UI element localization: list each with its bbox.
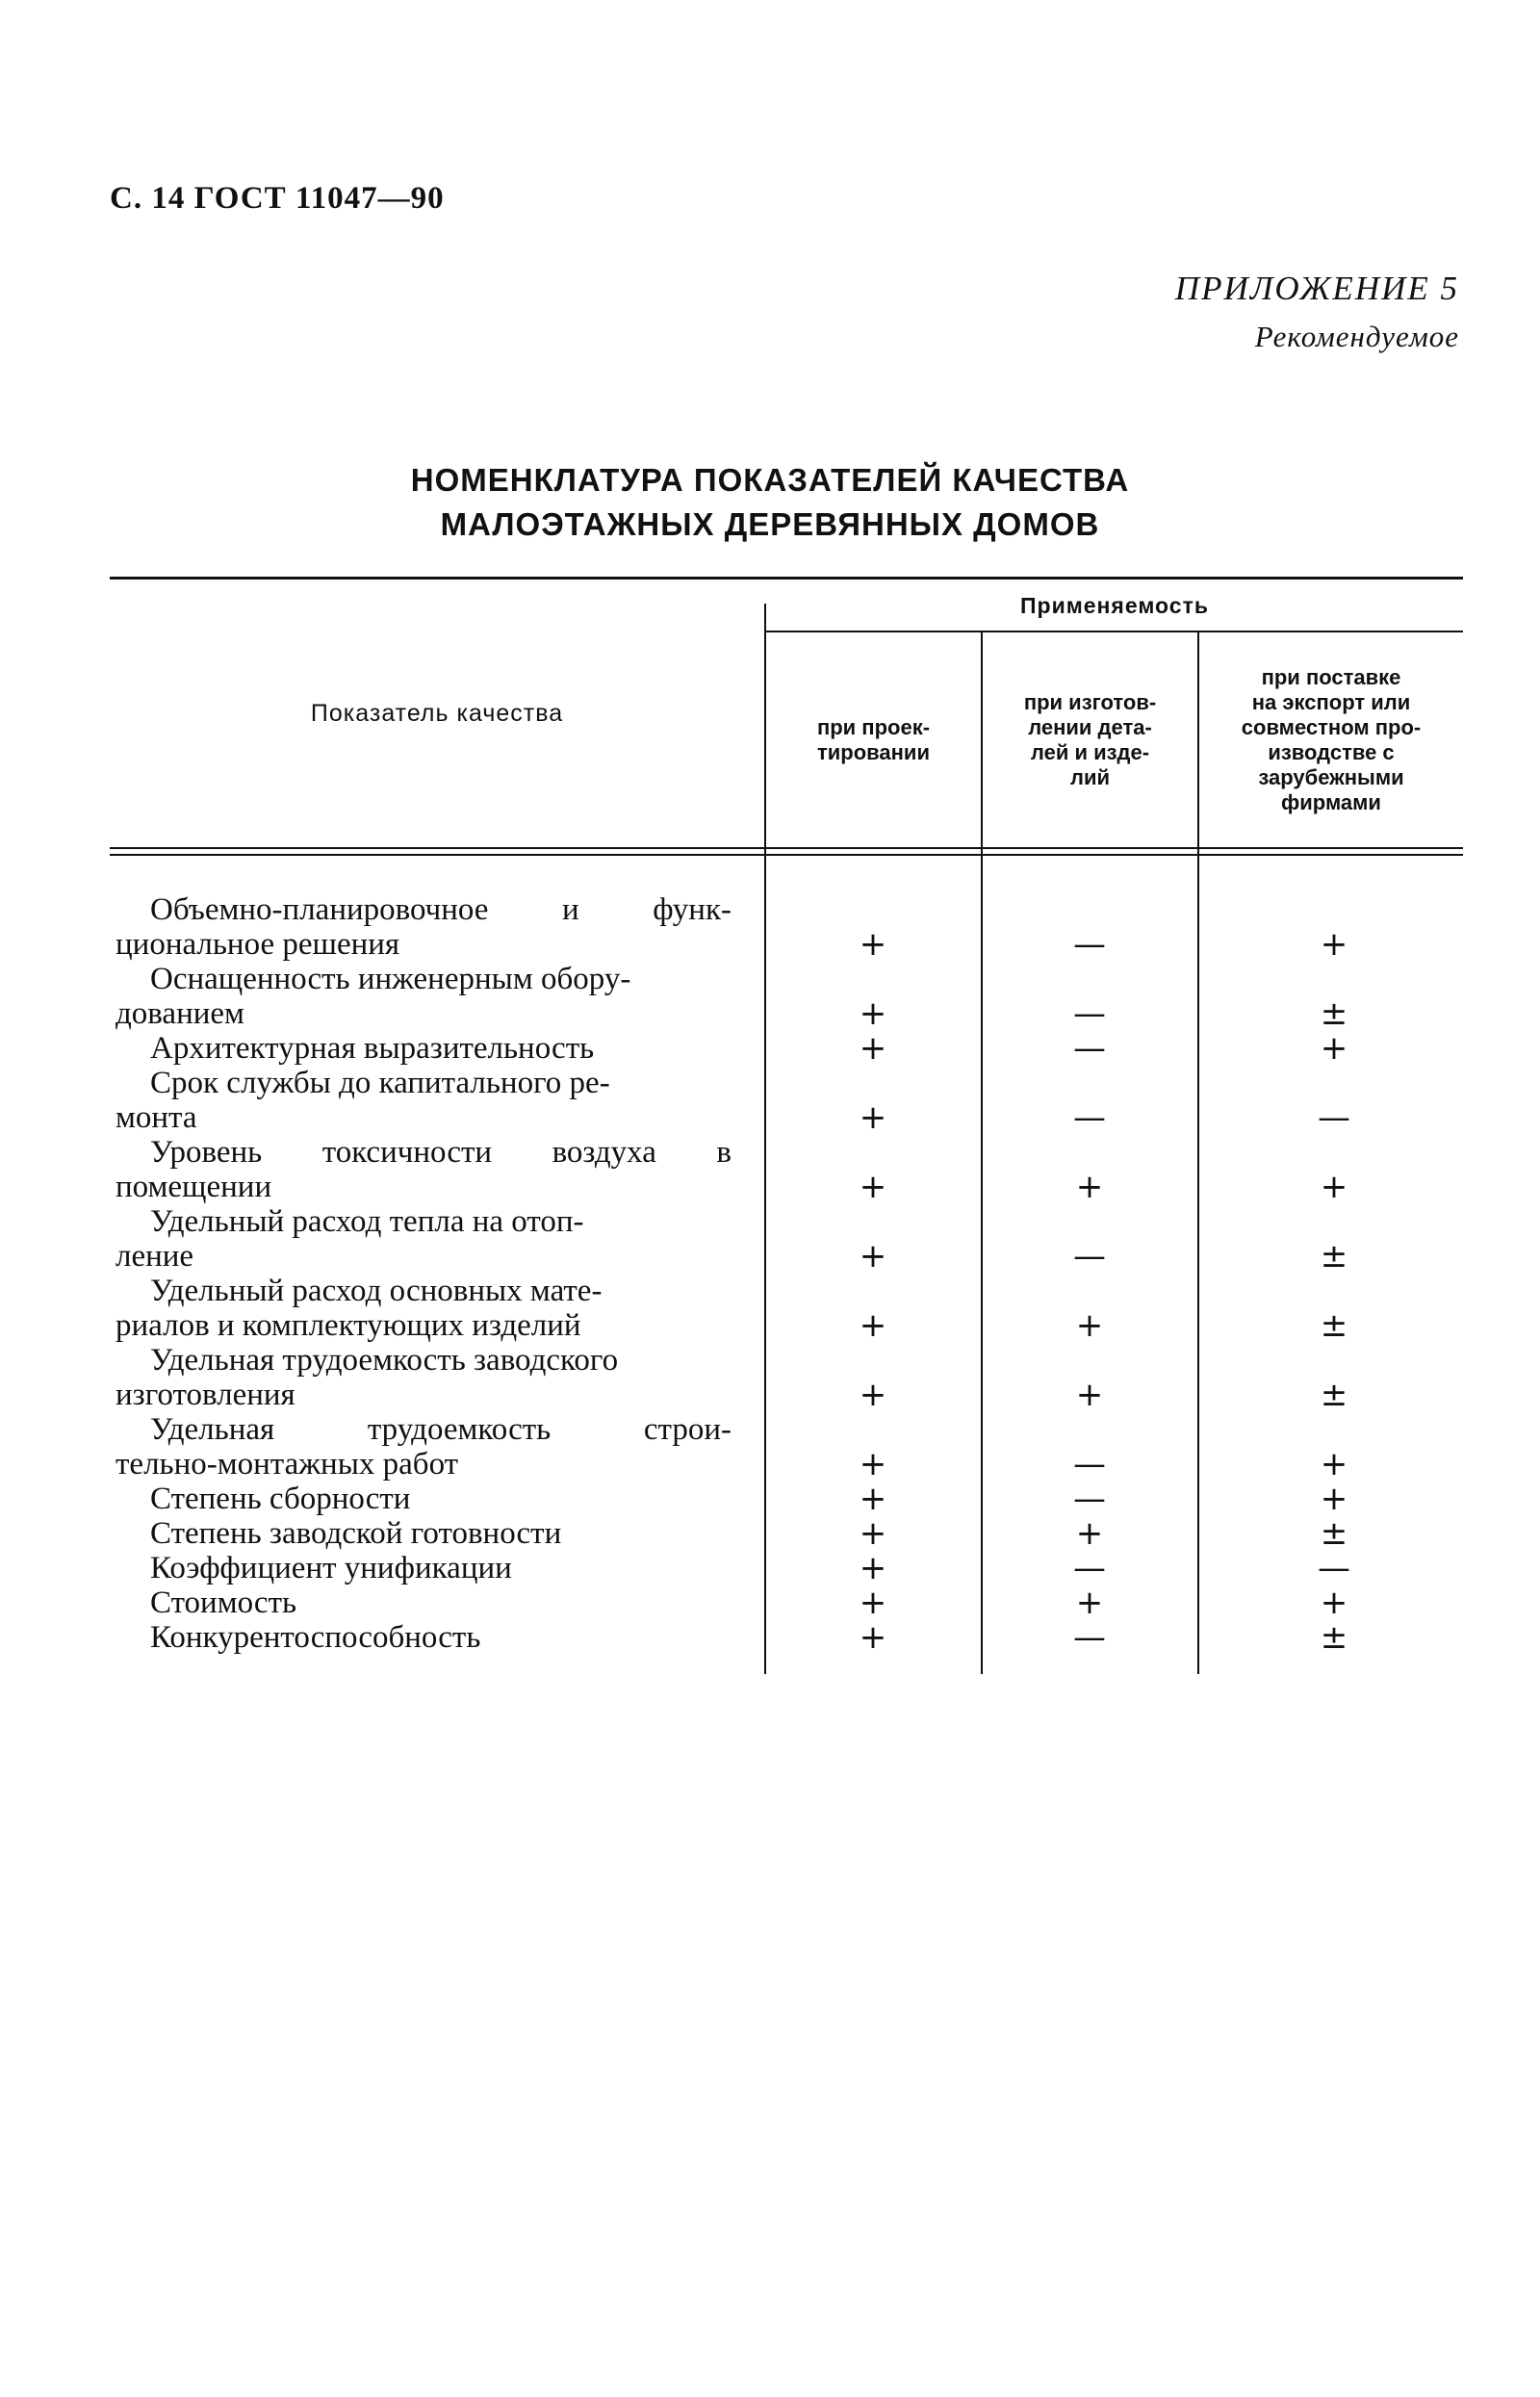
page-header: С. 14 ГОСТ 11047—90 — [110, 181, 445, 216]
indicator-word: токсичности — [321, 1135, 493, 1170]
applicability-mark: ± — [1320, 1376, 1348, 1414]
applicability-mark: + — [1075, 1306, 1104, 1345]
indicator-text-line: Стоимость — [150, 1585, 297, 1620]
indicator-word: трудоемкость — [367, 1412, 552, 1447]
appendix-block — [1175, 270, 1459, 354]
applicability-mark: + — [1320, 1584, 1348, 1622]
header-col-export — [1199, 632, 1463, 847]
indicator-text-line — [116, 1412, 732, 1447]
applicability-mark: + — [859, 1618, 887, 1657]
header-col-export-line: зарубежными — [1258, 764, 1404, 789]
indicator-text-line: циональное решения — [116, 927, 400, 962]
indicator-text-line: Архитектурная выразительность — [150, 1031, 595, 1066]
indicator-word: воздуха — [552, 1135, 656, 1170]
indicator-word: и — [562, 892, 579, 927]
indicator-text-line: монта — [116, 1100, 197, 1135]
indicator-word: Объемно-планировочное — [150, 892, 489, 927]
indicator-text-line: дованием — [116, 996, 244, 1031]
indicator-text-line: изготовления — [116, 1378, 295, 1412]
header-col-export-line: изводстве с — [1268, 739, 1395, 764]
applicability-mark: + — [1320, 925, 1348, 964]
indicator-text-line — [116, 1135, 732, 1170]
applicability-mark: + — [1075, 1514, 1104, 1553]
indicator-text-line: Удельный расход тепла на отоп- — [150, 1204, 584, 1239]
applicability-mark: + — [1320, 1445, 1348, 1483]
applicability-mark: + — [859, 1376, 887, 1414]
applicability-mark: ± — [1320, 1237, 1348, 1276]
header-bottom-rule-2 — [110, 854, 1463, 856]
applicability-mark: — — [1073, 1029, 1106, 1068]
applicability-mark: — — [1073, 1098, 1106, 1137]
applicability-mark: + — [859, 1306, 887, 1345]
header-col-export-line: фирмами — [1281, 789, 1381, 814]
applicability-mark: — — [1073, 925, 1106, 964]
header-col-export-line: на экспорт или — [1251, 689, 1411, 714]
header-col-design — [766, 632, 981, 847]
header-col-export-line: при поставке — [1261, 664, 1401, 689]
indicator-text-line: Удельный расход основных мате- — [150, 1274, 603, 1308]
applicability-mark: + — [1075, 1168, 1104, 1206]
applicability-mark: — — [1073, 1480, 1106, 1518]
applicability-mark: + — [1075, 1376, 1104, 1414]
applicability-mark: — — [1073, 1237, 1106, 1276]
indicator-text-line: Конкурентоспособность — [150, 1620, 481, 1655]
applicability-mark: + — [859, 1514, 887, 1553]
appendix-status: Рекомендуемое — [1254, 320, 1459, 353]
indicator-text-line: Оснащенность инженерным обору- — [150, 962, 631, 996]
header-col-design-line: при проек- — [816, 714, 931, 739]
header-col-manufacturing-line: лий — [1069, 764, 1111, 789]
indicator-word: функ- — [653, 892, 732, 927]
document-title-line1: НОМЕНКЛАТУРА ПОКАЗАТЕЛЕЙ КАЧЕСТВА — [410, 462, 1130, 498]
applicability-mark: + — [859, 1584, 887, 1622]
document-title — [0, 458, 1540, 547]
header-col-export-line: совместном про- — [1241, 714, 1422, 739]
header-applicability: Применяемость — [1020, 592, 1209, 618]
applicability-mark: + — [859, 1549, 887, 1587]
header-col-manufacturing-line: при изготов- — [1023, 689, 1157, 714]
applicability-mark: + — [859, 925, 887, 964]
applicability-mark: ± — [1320, 1306, 1348, 1345]
indicator-text-line: риалов и комплектующих изделий — [116, 1308, 581, 1343]
document-title-line2: МАЛОЭТАЖНЫХ ДЕРЕВЯННЫХ ДОМОВ — [440, 506, 1100, 542]
applicability-mark: + — [1075, 1584, 1104, 1622]
appendix-label: ПРИЛОЖЕНИЕ 5 — [1174, 270, 1459, 307]
indicator-word: Удельная — [150, 1412, 275, 1447]
applicability-mark: — — [1073, 994, 1106, 1033]
applicability-mark: ± — [1320, 1514, 1348, 1553]
header-col-manufacturing-line: лении дета- — [1028, 714, 1152, 739]
applicability-mark: ± — [1320, 994, 1348, 1033]
indicator-text-line: Степень сборности — [150, 1482, 411, 1516]
indicator-word: строи- — [643, 1412, 732, 1447]
applicability-mark: — — [1318, 1098, 1350, 1137]
indicator-text-line: Срок службы до капитального ре- — [150, 1066, 610, 1100]
applicability-mark: + — [1320, 1168, 1348, 1206]
indicator-text-line: Степень заводской готовности — [150, 1516, 562, 1551]
applicability-mark: + — [859, 1029, 887, 1068]
applicability-mark: — — [1073, 1618, 1106, 1657]
header-bottom-rule — [110, 847, 1463, 849]
indicator-text-line: помещении — [116, 1170, 272, 1204]
indicator-text-line: Коэффициент унификации — [150, 1551, 512, 1585]
indicator-text-line — [116, 892, 732, 927]
indicator-text-line: тельно-монтажных работ — [116, 1447, 459, 1482]
applicability-mark: + — [859, 994, 887, 1033]
indicator-text-line: Удельная трудоемкость заводского — [150, 1343, 619, 1378]
indicator-text-line: ление — [116, 1239, 194, 1274]
applicability-mark: + — [859, 1237, 887, 1276]
applicability-mark: + — [859, 1168, 887, 1206]
applicability-mark: + — [859, 1445, 887, 1483]
header-col-manufacturing — [983, 632, 1197, 847]
applicability-mark: — — [1318, 1549, 1350, 1587]
applicability-mark: — — [1073, 1549, 1106, 1587]
header-col-design-line: тировании — [817, 739, 930, 764]
applicability-mark: ± — [1320, 1618, 1348, 1657]
header-col-manufacturing-line: лей и изде- — [1030, 739, 1150, 764]
header-indicator: Показатель качества — [310, 700, 564, 727]
applicability-mark: + — [1320, 1029, 1348, 1068]
indicator-word: Уровень — [150, 1135, 263, 1170]
table-top-rule — [110, 577, 1463, 580]
table-body-indicators — [116, 892, 732, 1655]
applicability-mark: — — [1073, 1445, 1106, 1483]
applicability-mark: + — [859, 1098, 887, 1137]
indicator-word: в — [716, 1135, 732, 1170]
applicability-mark: + — [1320, 1480, 1348, 1518]
applicability-mark: + — [859, 1480, 887, 1518]
